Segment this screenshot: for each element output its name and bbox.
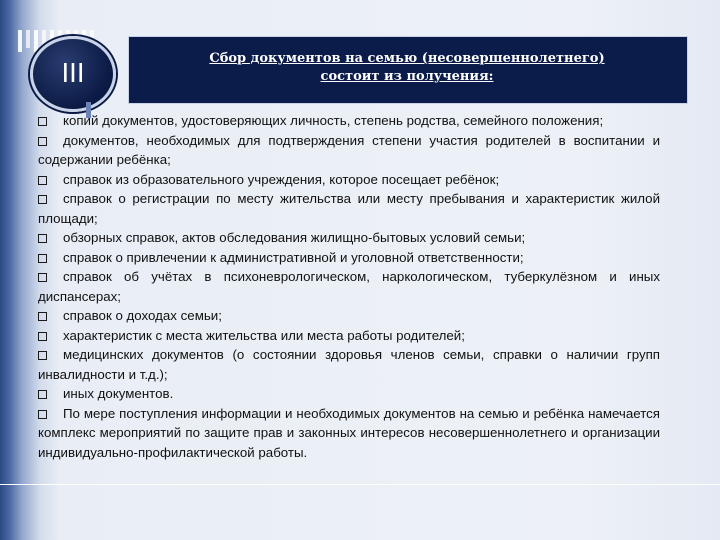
list-item: характеристик с места жительства или места работы родителей; xyxy=(38,326,660,346)
document-list xyxy=(38,111,660,462)
list-item: обзорных справок, актов обследования жилищно-бытовых условий семьи; xyxy=(38,228,660,248)
slide-title xyxy=(128,50,686,86)
section-numeral: III xyxy=(61,59,85,89)
checkbox-bullet-icon xyxy=(38,351,47,360)
list-item: медицинских документов (о состоянии здоровья членов семьи, справки о наличии групп инвалидности и т.д.); xyxy=(38,347,660,382)
list-item: копий документов, удостоверяющих личность, степень родства, семейного положения; xyxy=(38,111,660,131)
list-item: справок из образовательного учреждения, которое посещает ребёнок; xyxy=(38,170,660,190)
section-number-badge xyxy=(30,36,116,112)
divider xyxy=(0,484,720,485)
checkbox-bullet-icon xyxy=(38,176,47,185)
list-item: справок о доходах семьи; xyxy=(38,306,660,326)
list-item: По мере поступления информации и необходимых документов на семью и ребёнка намечается комплекс мероприятий по защите прав и законных интересов несовершеннолетнего и организации индивидуально-профилактической работы. xyxy=(38,405,660,460)
checkbox-bullet-icon xyxy=(38,117,47,126)
checkbox-bullet-icon xyxy=(38,332,47,341)
list-item: справок о привлечении к административной и уголовной ответственности; xyxy=(38,248,660,268)
checkbox-bullet-icon xyxy=(38,234,47,243)
title-line-1: Сбор документов на семью (несовершеннолетнего) xyxy=(209,51,605,66)
list-item: иных документов. xyxy=(38,384,660,404)
checkbox-bullet-icon xyxy=(38,254,47,263)
checkbox-bullet-icon xyxy=(38,410,47,419)
checkbox-bullet-icon xyxy=(38,390,47,399)
checkbox-bullet-icon xyxy=(38,195,47,204)
list-item: справок об учётах в психоневрологическом, наркологическом, туберкулёзном и иных диспансерах; xyxy=(38,269,660,304)
checkbox-bullet-icon xyxy=(38,273,47,282)
list-item: документов, необходимых для подтверждения степени участия родителей в воспитании и содержании ребёнка; xyxy=(38,132,660,167)
list-item: справок о регистрации по месту жительства или месту пребывания и характеристик жилой площади; xyxy=(38,191,660,226)
checkbox-bullet-icon xyxy=(38,312,47,321)
title-line-2: состоит из получения: xyxy=(320,69,494,84)
checkbox-bullet-icon xyxy=(38,137,47,146)
